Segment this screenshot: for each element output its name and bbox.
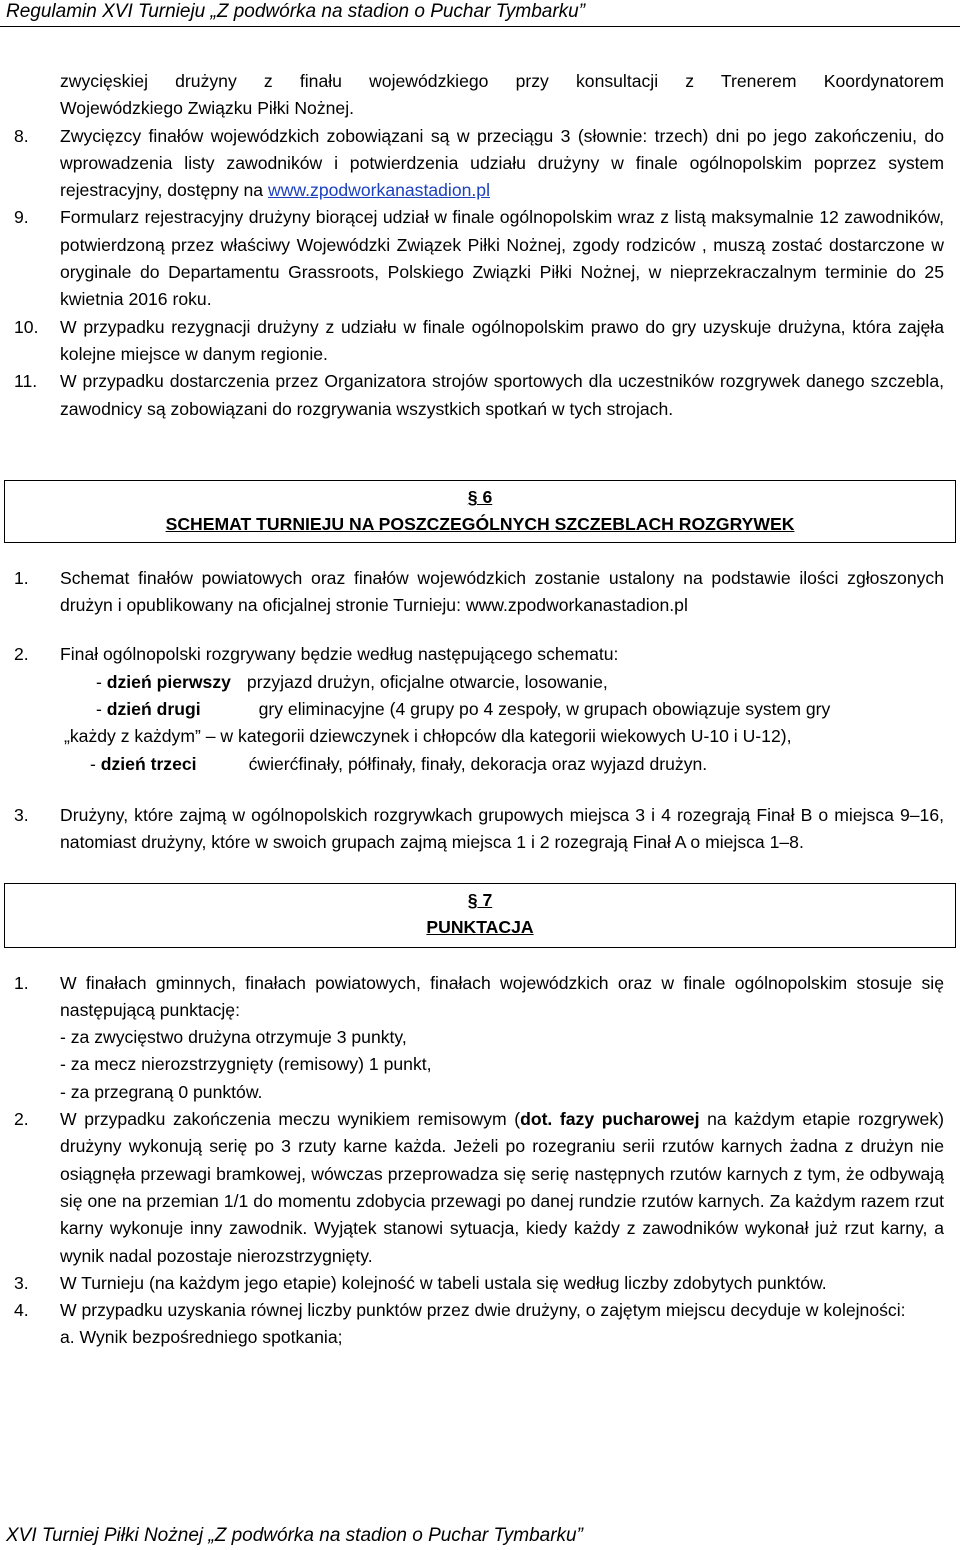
item-number: 10.	[14, 316, 39, 337]
item-number: 1.	[14, 567, 29, 588]
day-label: dzień trzeci	[100, 753, 197, 774]
schedule-day	[0, 696, 960, 723]
schedule-day	[0, 669, 960, 696]
page-header	[0, 0, 960, 27]
item-text: Finał ogólnopolski rozgrywany będzie według następującego schematu:	[60, 644, 619, 665]
item-text: W Turnieju (na każdym jego etapie) kolejność w tabeli ustala się według liczby zdobytych punktów.	[60, 1272, 827, 1293]
sub-item: a. Wynik bezpośredniego spotkania;	[60, 1327, 343, 1348]
document-body	[0, 68, 960, 1352]
item-number: 8.	[14, 125, 29, 146]
item-number: 4.	[14, 1300, 29, 1321]
list-item	[0, 314, 960, 369]
list-item	[0, 368, 960, 423]
list-item	[0, 641, 960, 668]
list-item	[0, 1106, 960, 1270]
continued-line-2: Wojewódzkiego Związku Piłki Nożnej.	[60, 98, 354, 119]
list-item	[0, 802, 960, 857]
day-label: dzień pierwszy	[106, 671, 231, 692]
item-text: W przypadku rezygnacji drużyny z udziału w finale ogólnopolskim prawo do gry uzyskuje drużyna, która zajęła kolejne miejsce w danym regionie.	[60, 316, 944, 364]
item-text-bold: dot. fazy pucharowej	[520, 1109, 700, 1130]
schedule-day-continued: „każdy z każdym” – w kategorii dziewczynek i chłopców dla kategorii wiekowych U-10 i U-12),	[64, 726, 792, 747]
section-number: § 7	[467, 889, 493, 910]
header-text: Regulamin XVI Turnieju „Z podwórka na stadion o Puchar Tymbarku”	[6, 1, 586, 22]
section-title: SCHEMAT TURNIEJU NA POSZCZEGÓLNYCH SZCZEBLACH ROZGRYWEK	[165, 513, 795, 534]
item-text: na każdym etapie rozgrywek) drużyny wykonują serię po 3 rzuty karne każda. Jeżeli po rozegraniu serii rzutów karnych żadna z drużyn nie osiągnęła przewagi bramkowej, wówczas przeprowadza się serię następnych rzutów karnych z tym, że odbywają się one na przemian 1/1 do momentu zdobycia przewagi po danej rundzie rzutów karnych. Za każdym razem rzut karny wykonuje inny zawodnik. Wyjątek stanowi sytuacja, kiedy każdy z zawodników wykonał już rzut karny, a wynik nadal pozostaje nierozstrzygnięty.	[60, 1109, 944, 1266]
continued-paragraph	[0, 68, 960, 123]
section-heading-box	[4, 480, 956, 543]
day-label: dzień drugi	[106, 699, 201, 720]
item-number: 2.	[14, 1109, 29, 1130]
day-description: przyjazd drużyn, oficjalne otwarcie, losowanie,	[246, 671, 608, 692]
list-item	[0, 204, 960, 313]
section-title: PUNKTACJA	[426, 916, 534, 937]
continued-line-1: zwycięskiej drużyny z finału wojewódzkiego przy konsultacji z Trenerem Koordynatorem	[60, 71, 944, 91]
section-number: § 6	[467, 486, 493, 507]
footer-text: XVI Turniej Piłki Nożnej „Z podwórka na stadion o Puchar Tymbarku”	[6, 1525, 583, 1546]
day-description: gry eliminacyjne (4 grupy po 4 zespoły, w grupach obowiązuje system gry	[258, 699, 831, 720]
item-number: 1.	[14, 972, 29, 993]
item-number: 11.	[14, 371, 38, 392]
schedule-day	[0, 751, 960, 778]
website-link[interactable]: www.zpodworkanastadion.pl	[267, 180, 490, 201]
day-description: ćwierćfinały, półfinały, finały, dekoracja oraz wyjazd drużyn.	[248, 753, 708, 774]
item-number: 3.	[14, 804, 29, 825]
item-text: W przypadku uzyskania równej liczby punktów przez dwie drużyny, o zajętym miejscu decyduje w kolejności:	[60, 1300, 906, 1321]
dash: -	[96, 671, 107, 692]
section-heading-box	[4, 883, 956, 948]
item-text: Schemat finałów powiatowych oraz finałów wojewódzkich zostanie ustalony na podstawie ilości zgłoszonych drużyn i opublikowany na oficjalnej stronie Turnieju: www.zpodworkanastadion.pl	[60, 567, 944, 616]
list-item	[0, 1297, 960, 1324]
list-item	[0, 1270, 960, 1297]
item-text: Formularz rejestracyjny drużyny biorącej udział w finale ogólnopolskim wraz z listą maksymalnie 12 zawodników, potwierdzoną przez właściwy Wojewódzki Związek Piłki Nożnej, zgody rodziców , muszą zostać dostarczone w oryginale do Departamentu Grassroots, Polskiego Związki Piłki Nożnej, w nieprzekraczalnym terminie do 25 kwietnia 2016 roku.	[60, 207, 944, 310]
item-text: W przypadku zakończenia meczu wynikiem remisowym (	[60, 1109, 521, 1130]
points-rule: - za zwycięstwo drużyna otrzymuje 3 punkty,	[60, 1027, 407, 1048]
points-rule: - za mecz nierozstrzygnięty (remisowy) 1 punkt,	[60, 1054, 432, 1075]
points-list	[0, 1024, 960, 1106]
item-text: W przypadku dostarczenia przez Organizatora strojów sportowych dla uczestników rozgrywek danego szczebla, zawodnicy są zobowiązani do rozgrywania wszystkich spotkań w tych strojach.	[60, 371, 944, 419]
list-item	[0, 565, 960, 620]
item-text: Zwycięzcy finałów wojewódzkich zobowiązani są w przeciągu 3 (słownie: trzech) dni po jego zakończeniu, do wprowadzenia listy zawodników i potwierdzenia udziału drużyny w finale ogólnopolskim poprzez system rejestracyjny, dostępny na	[60, 125, 944, 201]
item-number: 3.	[14, 1272, 29, 1293]
item-number: 2.	[14, 644, 29, 665]
list-item	[0, 970, 960, 1025]
list-item	[0, 123, 960, 205]
item-text: Drużyny, które zajmą w ogólnopolskich rozgrywkach grupowych miejsca 3 i 4 rozegrają Finał B o miejsca 9–16, natomiast drużyny, które w swoich grupach zajmą miejsca 1 i 2 rozegrają Finał A o miejsca 1–8.	[60, 804, 944, 853]
dash: -	[90, 753, 101, 774]
dash: -	[96, 699, 107, 720]
item-text: W finałach gminnych, finałach powiatowych, finałach wojewódzkich oraz w finale ogólnopolskim stosuje się następującą punktację:	[60, 972, 944, 1020]
points-rule: - za przegraną 0 punktów.	[60, 1081, 263, 1102]
item-number: 9.	[14, 207, 29, 228]
